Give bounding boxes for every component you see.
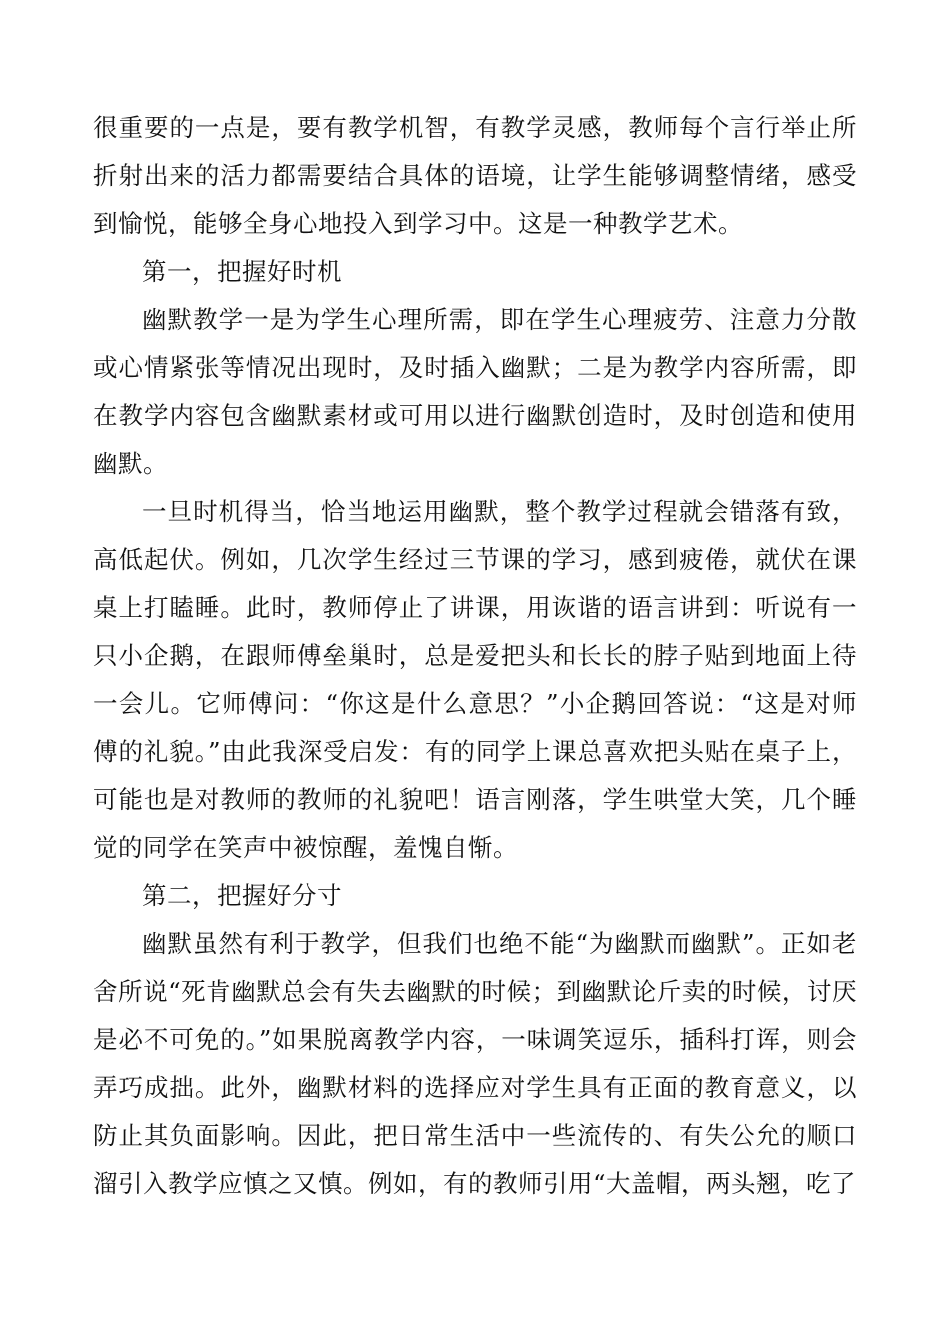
document-page (93, 104, 857, 1208)
paragraph-measure-body: 幽默虽然有利于教学，但我们也绝不能“为幽默而幽默”。正如老舍所说“死肯幽默总会有失去幽默的时候；到幽默论斤卖的时候，讨厌是必不可免的。”如果脱离教学内容，一味调笑逗乐，插科打诨，则会弄巧成拙。此外，幽默材料的选择应对学生具有正面的教育意义，以防止其负面影响。因此，把日常生活中一些流传的、有失公允的顺口溜引入教学应慎之又慎。例如，有的教师引用“大盖帽，两头翘，吃了 (93, 929, 857, 1198)
paragraph-intro: 很重要的一点是，要有教学机智，有教学灵感，教师每个言行举止所折射出来的活力都需要结合具体的语境，让学生能够调整情绪，感受到愉悦，能够全身心地投入到学习中。这是一种教学艺术。 (93, 113, 857, 238)
paragraph-timing-example: 一旦时机得当，恰当地运用幽默，整个教学过程就会错落有致，高低起伏。例如，几次学生经过三节课的学习，感到疲倦，就伏在课桌上打瞌睡。此时，教师停止了讲课，用诙谐的语言讲到：听说有一只小企鹅，在跟师傅垒巢时，总是爱把头和长长的脖子贴到地面上待一会儿。它师傅问：“你这是什么意思？”小企鹅回答说：“这是对师傅的礼貌。”由此我深受启发：有的同学上课总喜欢把头贴在桌子上，可能也是对教师的教师的礼貌吧！语言刚落，学生哄堂大笑，几个睡觉的同学在笑声中被惊醒，羞愧自惭。 (93, 497, 857, 862)
paragraph-timing-definition: 幽默教学一是为学生心理所需，即在学生心理疲劳、注意力分散或心情紧张等情况出现时，及时插入幽默；二是为教学内容所需，即在教学内容包含幽默素材或可用以进行幽默创造时，及时创造和使用幽默。 (93, 305, 857, 478)
section-heading-timing: 第一，把握好时机 (142, 257, 342, 286)
section-heading-measure: 第二，把握好分寸 (142, 881, 342, 910)
